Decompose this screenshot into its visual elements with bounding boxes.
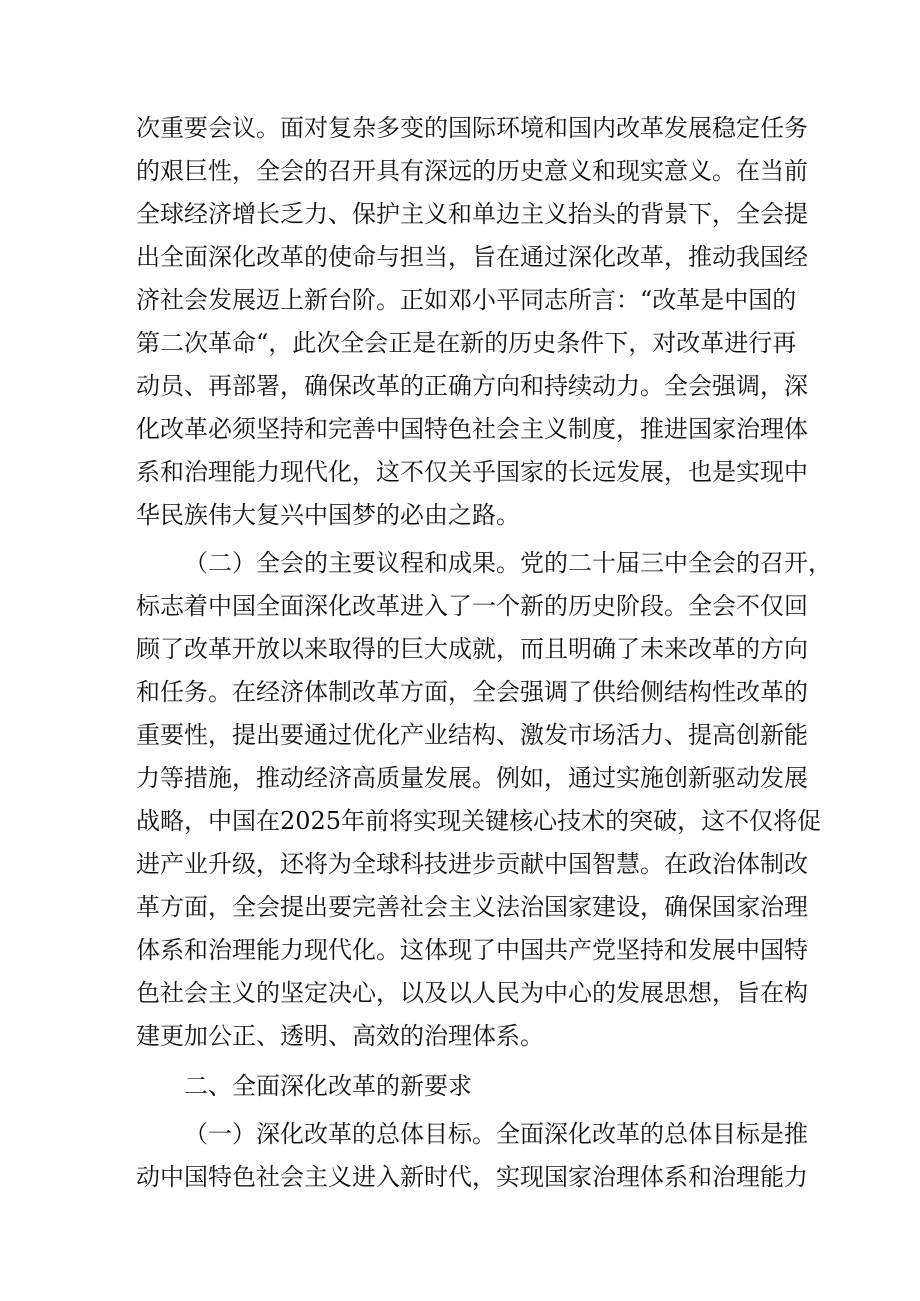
text-line: 化改革必须坚持和完善中国特色社会主义制度，推进国家治理体	[136, 415, 808, 443]
text-line: 和任务。在经济体制改革方面，全会强调了供给侧结构性改革的	[136, 678, 808, 706]
text-line: 华民族伟大复兴中国梦的必由之路。	[136, 501, 520, 529]
text-line: 力等措施，推动经济高质量发展。例如，通过实施创新驱动发展	[136, 764, 808, 792]
text-line: 战略，中国在2025年前将实现关键核心技术的突破，这不仅将促	[136, 807, 822, 835]
text-line: 济社会发展迈上新台阶。正如邓小平同志所言：“改革是中国的	[136, 286, 797, 314]
text-line: （一）深化改革的总体目标。全面深化改革的总体目标是推	[184, 1120, 808, 1148]
text-line: 动员、再部署，确保改革的正确方向和持续动力。全会强调，深	[136, 372, 808, 400]
text-line: 全球经济增长乏力、保护主义和单边主义抬头的背景下，全会提	[136, 200, 808, 228]
text-line: 次重要会议。面对复杂多变的国际环境和国内改革发展稳定任务	[136, 114, 808, 142]
text-line: 体系和治理能力现代化。这体现了中国共产党坚持和发展中国特	[136, 936, 808, 964]
text-line: 出全面深化改革的使命与担当，旨在通过深化改革，推动我国经	[136, 243, 808, 271]
text-line: 顾了改革开放以来取得的巨大成就，而且明确了未来改革的方向	[136, 635, 808, 663]
text-line: 动中国特色社会主义进入新时代，实现国家治理体系和治理能力	[136, 1163, 808, 1191]
text-line: 色社会主义的坚定决心，以及以人民为中心的发展思想，旨在构	[136, 979, 808, 1007]
text-line: （二）全会的主要议程和成果。党的二十届三中全会的召开，	[184, 549, 832, 577]
text-line: 建更加公正、透明、高效的治理体系。	[136, 1022, 544, 1050]
text-line: 标志着中国全面深化改革进入了一个新的历史阶段。全会不仅回	[136, 592, 808, 620]
text-line: 第二次革命“，此次全会正是在新的历史条件下，对改革进行再	[136, 329, 797, 357]
text-line: 革方面，全会提出要完善社会主义法治国家建设，确保国家治理	[136, 893, 808, 921]
text-line: 系和治理能力现代化，这不仅关乎国家的长远发展，也是实现中	[136, 458, 808, 486]
text-line: 进产业升级，还将为全球科技进步贡献中国智慧。在政治体制改	[136, 850, 808, 878]
text-line: 重要性，提出要通过优化产业结构、激发市场活力、提高创新能	[136, 721, 808, 749]
section-heading: 二、全面深化改革的新要求	[184, 1072, 472, 1100]
text-line: 的艰巨性，全会的召开具有深远的历史意义和现实意义。在当前	[136, 157, 808, 185]
